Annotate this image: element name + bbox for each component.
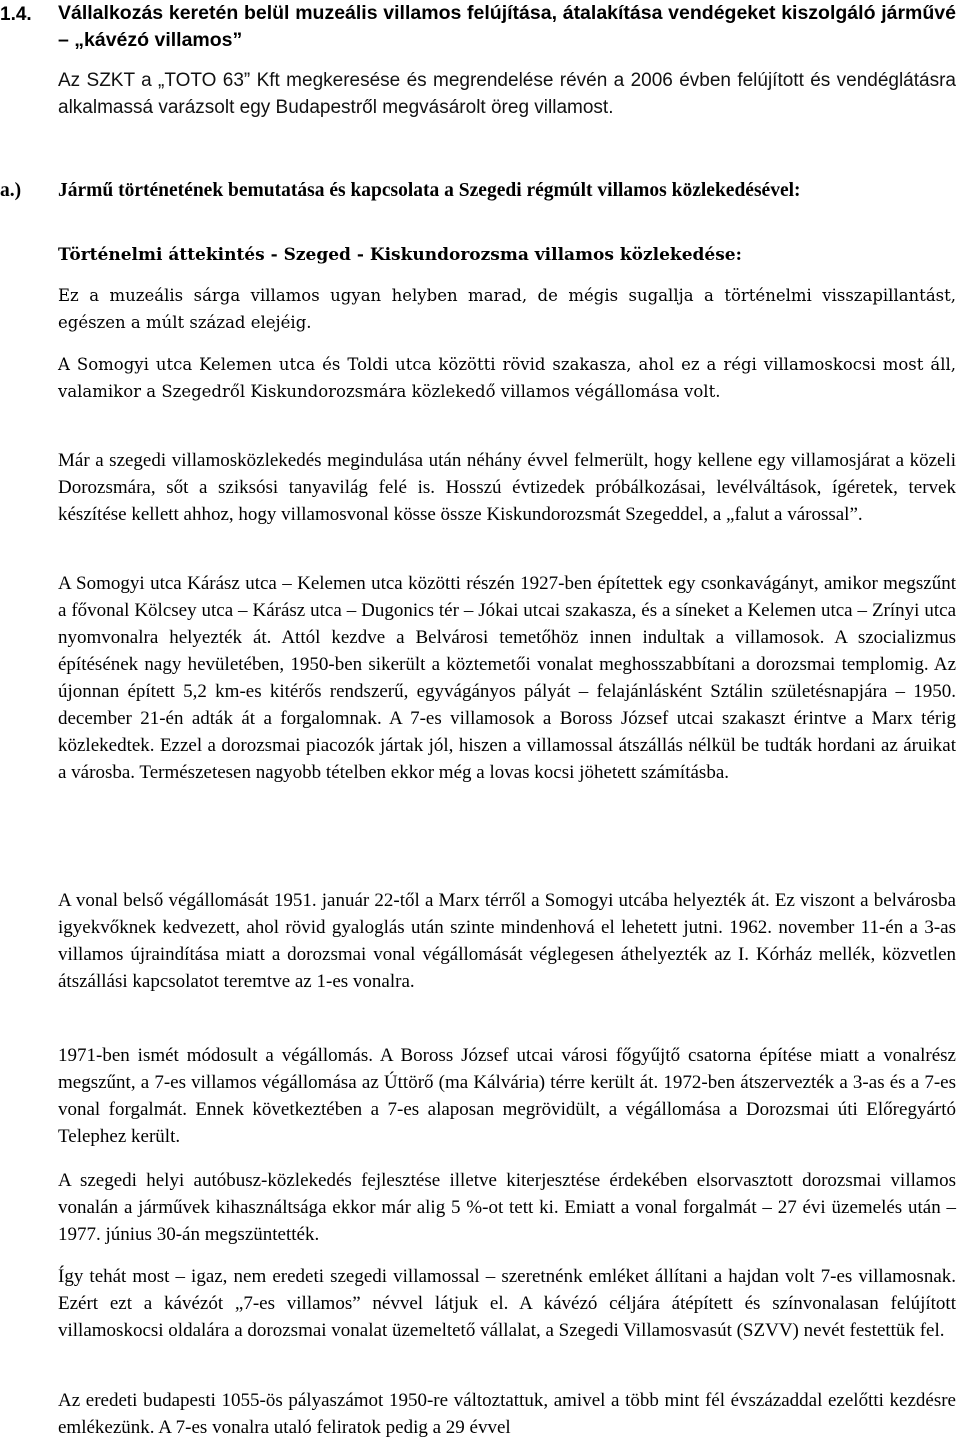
section-number: 1.4.	[0, 4, 32, 25]
section-intro: Az SZKT a „TOTO 63” Kft megkeresése és megrendelése révén a 2006 évben felújított és vendéglátásra alkalmassá varázsolt egy Budapestről megvásárolt öreg villamost.	[58, 70, 956, 118]
section-title: Vállalkozás keretén belül muzeális villamos felújítása, átalakítása vendégeket kiszolgáló járművé – „kávézó villamos”	[58, 2, 956, 51]
paragraph: Az eredeti budapesti 1055-ös pályaszámot 1950-re változtattuk, amivel a több mint fél évszázaddal ezelőtti kezdésre emlékezünk. A 7-es vonalra utaló feliratok pedig a 29 évvel	[58, 1390, 956, 1438]
paragraph-2-block	[58, 447, 956, 528]
lead-paragraph: Ez a muzeális sárga villamos ugyan helyben marad, de mégis sugallja a történelmi visszapillantást, egészen a múlt század elejéig.	[58, 286, 956, 332]
paragraph-8-block	[58, 1387, 956, 1441]
paragraph-4-block	[58, 887, 956, 995]
history-heading-block	[58, 242, 956, 269]
paragraph: A Somogyi utca Kárász utca – Kelemen utca közötti részén 1927-ben építettek egy csonkavágányt, amikor megszűnt a fővonal Kölcsey utca – Kárász utca – Dugonics tér – Jókai utcai szakasza, és a síneket a Kelemen utca – Zrínyi utca nyomvonalra helyezték át. Attól kezdve a Belvárosi temetőhöz innen indultak a villamosok. A szocializmus építésének nagy hevületében, 1950-ben sikerült a köztemetői vonalat meghosszabbítani a dorozsmai templomig. Az újonnan épített 5,2 km-es kitérős rendszerű, egyvágányos pályát – felajánlásként Sztálin születésnapjára – 1950. december 21-én adták át a forgalomnak. A 7-es villamosok a Boross József utcai szakaszt érintve a Marx térig közlekedtek. Ezzel a dorozsmai piacozók jártak jól, hiszen a villamossal átszállás nélkül be tudták hordani az áruikat a városba. Természetesen nagyobb tételben ekkor még a lovas kocsi jöhetett számításba.	[58, 573, 956, 783]
paragraph: A Somogyi utca Kelemen utca és Toldi utca közötti rövid szakasza, ahol ez a régi villamoskocsi most áll, valamikor a Szegedről Kiskundorozsmára közlekedő villamos végállomása volt.	[58, 355, 956, 401]
paragraph-1-block	[58, 351, 956, 405]
history-heading: Történelmi áttekintés - Szeged - Kiskundorozsma villamos közlekedése:	[58, 245, 742, 265]
paragraph-3-block	[58, 570, 956, 786]
paragraph: A szegedi helyi autóbusz-közlekedés fejlesztése illetve kiterjesztése érdekében elsorvasztott dorozsmai villamos vonalán a járművek kihasználtsága ekkor már alig 5 %-ot tett ki. Emiatt a vonal forgalmát – 27 évi üzemelés után – 1977. június 30-án megszüntették.	[58, 1170, 956, 1245]
paragraph-6-block	[58, 1167, 956, 1248]
paragraph: Már a szegedi villamosközlekedés megindulása után néhány évvel felmerült, hogy kellene egy villamosjárat a közeli Dorozsmára, sőt a sziksósi tanyavilág felé is. Hosszú évtizedek próbálkozásai, levélváltások, ígéretek, tervek készítése kellett ahhoz, hogy villamosvonal kösse össze Kiskundorozsmát Szegeddel, a „falut a várossal”.	[58, 450, 956, 525]
paragraph-7-block	[58, 1263, 956, 1344]
lead-block	[58, 282, 956, 336]
subsection-title: Jármű történetének bemutatása és kapcsolata a Szegedi régmúlt villamos közlekedésével:	[58, 180, 801, 201]
paragraph: A vonal belső végállomását 1951. január 22-től a Marx térről a Somogyi utcába helyezték át. Ez viszont a belvárosba igyekvőknek kedvezett, ahol rövid gyaloglás után szinte mindenhová el lehetett jutni. 1962. november 11-én a 3-as villamos újraindítása miatt a dorozsmai vonal végállomását véglegesen áthelyezték az I. Kórház mellék, közvetlen átszállási kapcsolatot teremtve az 1-es vonalra.	[58, 890, 956, 992]
paragraph: 1971-ben ismét módosult a végállomás. A Boross József utcai városi főgyűjtő csatorna építése miatt a vonalrész megszűnt, a 7-es villamos végállomása az Úttörő (ma Kálvária) térre került át. 1972-ben átszervezték a 3-as és a 7-es vonal forgalmát. Ennek következtében a 7-es alaposan megrövidült, a végállomása a Dorozsmai úti Előregyártó Telephez került.	[58, 1045, 956, 1147]
subsection-label: a.)	[0, 180, 22, 201]
paragraph: Így tehát most – igaz, nem eredeti szegedi villamossal – szeretnénk emléket állítani a hajdan volt 7-es villamosnak. Ezért ezt a kávézót „7-es villamos” névvel látjuk el. A kávézó céljára átépített és színvonalasan felújított villamoskocsi oldalára a dorozsmai vonalat üzemeltető vállalat, a Szegedi Villamosvasút (SZVV) nevét festettük fel.	[58, 1266, 956, 1341]
paragraph-5-block	[58, 1042, 956, 1150]
